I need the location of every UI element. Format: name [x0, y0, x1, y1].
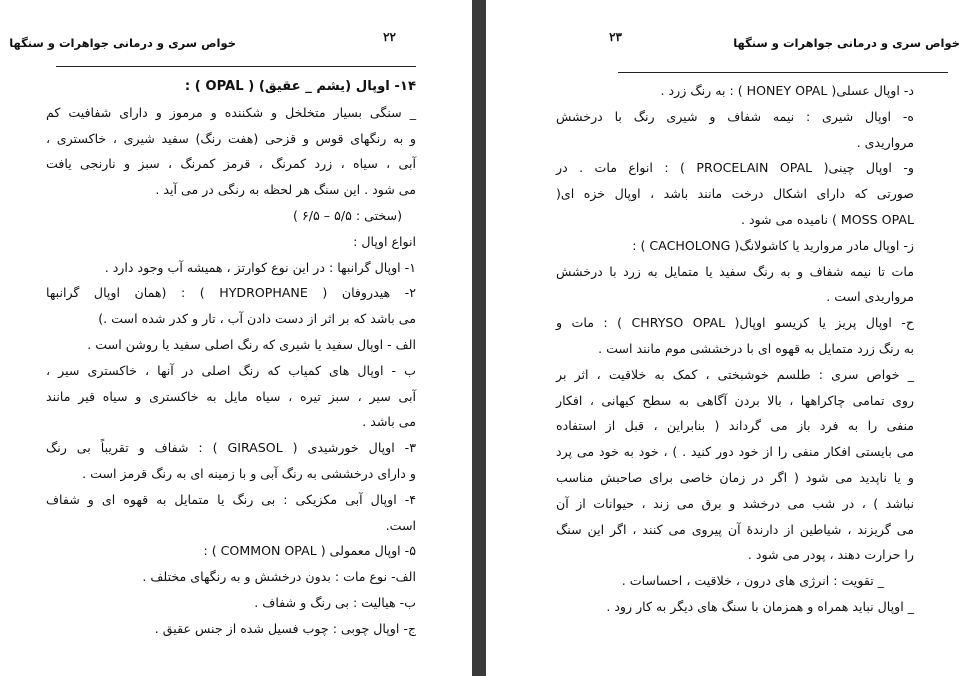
text-line: ۳- اوپال خورشیدی ( GIRASOL ) : شفاف و تقریباً بی رنگ [46, 440, 416, 456]
text-line: (سختی : ۵/۵ – ۶/۵ ) [293, 207, 402, 223]
text-line: می بایستی افکار منفی را از خود دور کنید . ) ، خود به خود می پرد [556, 444, 914, 460]
left-header-rule [56, 66, 416, 67]
text-line: ب- هیالیت : بی رنگ و شفاف . [254, 594, 416, 610]
text-line: ز- اوپال مادر مروارید یا کاشولانگ( CACHOLONG ) : [632, 237, 914, 253]
text-line: ح- اوپال پریز یا کریسو اوپال( CHRYSO OPAL ) : مات و [556, 315, 914, 331]
text-line: روی تمامی چاکراهها ، بالا بردن آگاهی به سطح کیهانی ، افکار [556, 392, 914, 408]
book-gutter [472, 0, 486, 676]
text-line: انواع اوپال : [353, 233, 416, 249]
text-line: ۱- اوپال گرانبها : در این نوع کوارتز ، همیشه آب وجود دارد . [104, 259, 416, 275]
text-line: _ سنگی بسیار متخلخل و شکننده و مرموز و دارای شفافیت کم [46, 104, 416, 120]
left-page-number: ۲۲ [383, 30, 396, 44]
text-line: به رنگ زرد متمایل به قهوه ای با درخششی موم مانند است . [598, 340, 914, 356]
text-line: د- اوپال عسلی( HONEY OPAL ) : به رنگ زرد . [660, 83, 914, 98]
text-line: الف - اوپال سفید یا شیری که رنگ اصلی سفید یا روشن است . [87, 336, 416, 352]
text-line: می شود . این سنگ هر لحظه به رنگی در می آید . [155, 182, 416, 198]
text-line: می گریزند ، شیاطین از دارندهٔ آن پیروی می کنند ، اگر این سنگ [556, 521, 914, 537]
text-line: و دارای درخششی به رنگ آبی و با زمینه ای به رنگ قرمز است . [82, 465, 416, 481]
text-line: ۴- اوپال آبی مکزیکی : بی رنگ یا متمایل به قهوه ای و شفاف [46, 491, 416, 507]
text-line: را حرارت دهند ، پودر می شود . [747, 547, 914, 563]
text-line: _ تقویت : انرژی های درون ، خلاقیت ، احساسات . [621, 573, 884, 589]
opal-heading: ۱۴- اوپال (یشم _ عقیق) ( OPAL ) : [184, 79, 416, 94]
left-page [0, 0, 472, 676]
right-body-text [556, 78, 914, 620]
text-line: آبی ، سیاه ، زرد کمرنگ ، قرمز کمرنگ ، سبز و نارنجی یافت [46, 156, 416, 172]
right-header-rule [618, 72, 948, 73]
text-line: MOSS OPAL ) نامیده می شود . [740, 211, 914, 227]
right-page [486, 0, 978, 676]
text-line: است. [385, 517, 416, 533]
left-body-text [46, 74, 416, 642]
text-line: ب - اوپال های کمیاب که رنگ اصلی در آنها ، خاکستری سیر ، [46, 362, 416, 378]
text-line: و به رنگهای قوس و قزحی (هفت رنگ) سفید شیری ، خاکستری ، [46, 130, 416, 146]
text-line: _ خواص سری : طلسم خوشبختی ، کمک به خلاقیت ، اثر بر [556, 366, 914, 382]
left-header-title: خواص سری و درمانی جواهرات و سنگها [9, 36, 236, 50]
text-line: ۲- هیدروفان ( HYDROPHANE ) : (همان اوپال گرانبها [46, 285, 416, 301]
text-line: مات تا نیمه شفاف و به رنگ سفید یا متمایل به زرد با درخشش [556, 263, 914, 279]
text-line: و یا ناپدید می شود ( اگر در زمان خاصی برای صاحبش مناسب [556, 469, 914, 485]
text-line: صورتی که دارای اشکال درخت مانند باشد ، اوپال خزه ای( [556, 186, 914, 202]
text-line: می باشد که بر اثر از دست دادن آب ، تار و کدر شده است .) [98, 311, 416, 327]
text-line: مرواریدی است . [826, 289, 914, 305]
text-line: آبی سیر ، سبز تیره ، سیاه مایل به خاکستری و سیاه قیر مانند [46, 388, 416, 404]
text-line: ۵- اوپال معمولی ( COMMON OPAL ) : [203, 543, 416, 559]
text-line: منفی را به فرد باز می گرداند ( بنابراین ، قبل از استفاده [556, 418, 914, 434]
text-line: نباشد ) ، در شب می درخشد و برق می زند ، حیوانات از آن [556, 495, 914, 511]
right-header-title: خواص سری و درمانی جواهرات و سنگها [733, 36, 960, 50]
text-line: ه- اوپال شیری : نیمه شفاف و شیری رنگ با درخشش [556, 108, 914, 124]
text-line: _ اوپال نباید همراه و همزمان با سنگ های دیگر به کار رود . [606, 598, 914, 614]
text-line: ج- اوپال چوبی : چوب فسیل شده از جنس عقیق . [154, 620, 416, 636]
text-line: می باشد . [362, 414, 416, 430]
text-line: مرواریدی . [856, 134, 914, 150]
text-line: و- اوپال چینی( PROCELAIN OPAL ) : انواع مات . در [556, 160, 914, 176]
right-page-number: ۲۳ [609, 30, 622, 44]
text-line: الف- نوع مات : بدون درخشش و به رنگهای مختلف . [142, 569, 416, 585]
